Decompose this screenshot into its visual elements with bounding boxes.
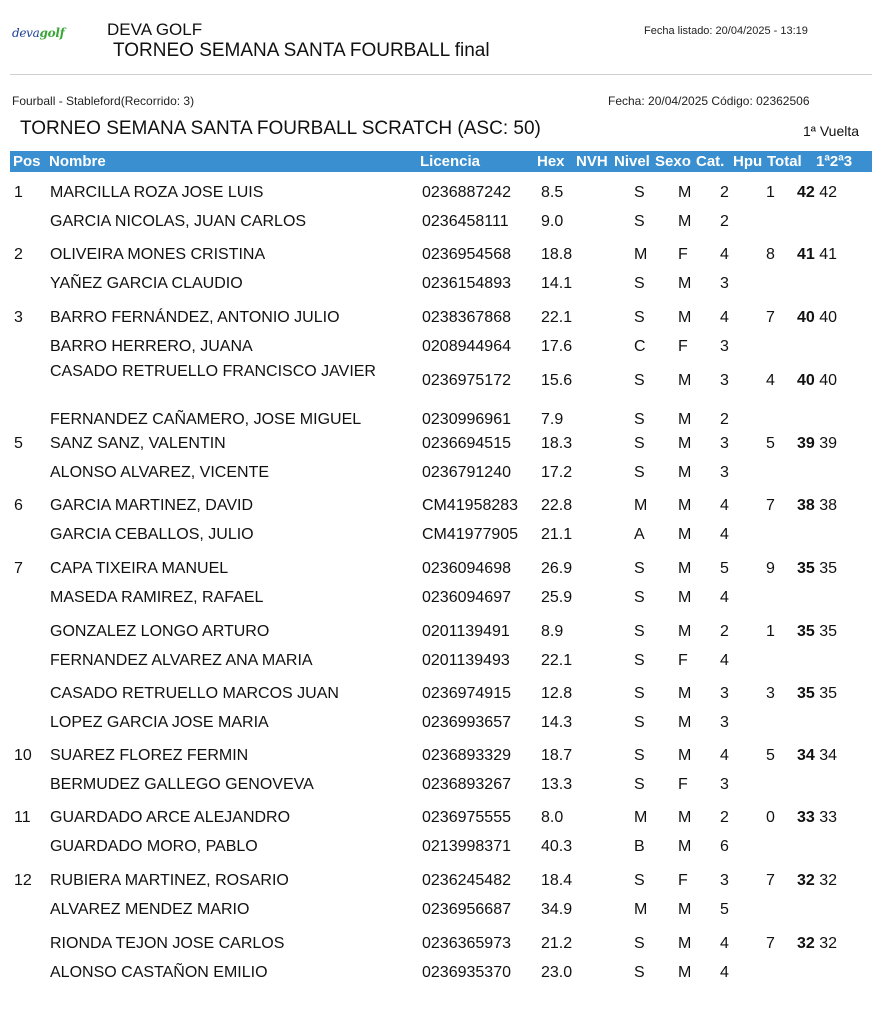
total-cell bbox=[797, 623, 837, 641]
license-cell: 0236893329 bbox=[422, 747, 511, 764]
hpu-cell: 4 bbox=[766, 372, 775, 389]
level-cell: M bbox=[634, 809, 648, 826]
player-row bbox=[0, 243, 872, 267]
player-row bbox=[0, 494, 872, 518]
handicap-cell: 18.4 bbox=[541, 872, 573, 889]
license-cell: 0236458111 bbox=[422, 213, 509, 230]
handicap-cell: 14.1 bbox=[541, 275, 573, 292]
player-row bbox=[0, 806, 872, 830]
level-cell: S bbox=[634, 275, 645, 292]
hpu-cell: 7 bbox=[766, 935, 775, 952]
total-score: 33 bbox=[797, 809, 815, 826]
round1-score: 38 bbox=[819, 497, 838, 514]
logo-text-deva: deva bbox=[12, 26, 40, 40]
license-cell: 0236694515 bbox=[422, 435, 511, 452]
player-name: RUBIERA MARTINEZ, ROSARIO bbox=[50, 872, 289, 889]
round1-score: 41 bbox=[819, 246, 838, 263]
col-pos: Pos bbox=[13, 153, 41, 170]
total-score: 40 bbox=[797, 309, 815, 326]
license-cell: 0236245482 bbox=[422, 872, 511, 889]
col-cat: Cat. bbox=[696, 153, 725, 170]
level-cell: S bbox=[634, 372, 645, 389]
hpu-cell: 1 bbox=[766, 623, 775, 640]
round1-score: 32 bbox=[819, 935, 838, 952]
level-cell: S bbox=[634, 411, 645, 428]
handicap-cell: 8.9 bbox=[541, 623, 564, 640]
handicap-cell: 8.0 bbox=[541, 809, 564, 826]
logo-text-golf: golf bbox=[39, 26, 65, 40]
hpu-cell: 8 bbox=[766, 246, 775, 263]
player-name: BARRO HERRERO, JUANA bbox=[50, 338, 253, 355]
total-cell bbox=[797, 184, 837, 202]
player-name: CAPA TIXEIRA MANUEL bbox=[50, 560, 229, 577]
handicap-cell: 22.8 bbox=[541, 497, 573, 514]
total-cell bbox=[797, 309, 837, 327]
category-cell: 5 bbox=[720, 560, 729, 577]
player-row bbox=[0, 408, 872, 432]
sex-cell: M bbox=[678, 526, 692, 543]
round1-score: 42 bbox=[819, 184, 838, 201]
level-cell: S bbox=[634, 714, 645, 731]
col-nivel: Nivel bbox=[614, 153, 650, 170]
license-cell: 0236887242 bbox=[422, 184, 511, 201]
category-cell: 3 bbox=[720, 872, 729, 889]
total-cell bbox=[797, 435, 837, 453]
competition-date-code: Fecha: 20/04/2025 Código: 02362506 bbox=[608, 94, 810, 108]
listing-date: Fecha listado: 20/04/2025 - 13:19 bbox=[644, 25, 808, 37]
handicap-cell: 12.8 bbox=[541, 685, 573, 702]
level-cell: S bbox=[634, 589, 645, 606]
sex-cell: M bbox=[678, 901, 692, 918]
sex-cell: M bbox=[678, 714, 692, 731]
player-name: LOPEZ GARCIA JOSE MARIA bbox=[50, 714, 269, 731]
col-nvh: NVH bbox=[576, 153, 608, 170]
player-name: MARCILLA ROZA JOSE LUIS bbox=[50, 184, 264, 201]
level-cell: S bbox=[634, 435, 645, 452]
category-cell: 3 bbox=[720, 338, 729, 355]
total-score: 35 bbox=[797, 560, 815, 577]
level-cell: S bbox=[634, 964, 645, 981]
player-name: OLIVEIRA MONES CRISTINA bbox=[50, 246, 266, 263]
round1-score: 35 bbox=[819, 685, 838, 702]
round1-score: 33 bbox=[819, 809, 838, 826]
hpu-cell: 0 bbox=[766, 809, 775, 826]
total-cell bbox=[797, 809, 837, 827]
license-cell: 0213998371 bbox=[422, 838, 511, 855]
player-row bbox=[0, 272, 872, 296]
category-cell: 4 bbox=[720, 497, 729, 514]
col-total: Total bbox=[767, 153, 802, 170]
handicap-cell: 22.1 bbox=[541, 652, 573, 669]
player-name: MASEDA RAMIREZ, RAFAEL bbox=[50, 589, 264, 606]
position-cell: 7 bbox=[14, 560, 23, 577]
level-cell: A bbox=[634, 526, 645, 543]
category-cell: 4 bbox=[720, 526, 729, 543]
sex-cell: F bbox=[678, 246, 688, 263]
level-cell: S bbox=[634, 464, 645, 481]
player-row bbox=[0, 744, 872, 768]
competition-title: TORNEO SEMANA SANTA FOURBALL SCRATCH (ASC: 50) bbox=[20, 118, 541, 139]
player-name: GARCIA CEBALLOS, JULIO bbox=[50, 526, 254, 543]
total-cell bbox=[797, 747, 837, 765]
handicap-cell: 23.0 bbox=[541, 964, 573, 981]
col-licencia: Licencia bbox=[420, 153, 481, 170]
player-row bbox=[0, 181, 872, 205]
sex-cell: M bbox=[678, 435, 692, 452]
position-cell: 1 bbox=[14, 184, 23, 201]
level-cell: S bbox=[634, 685, 645, 702]
category-cell: 2 bbox=[720, 411, 729, 428]
sex-cell: F bbox=[678, 776, 688, 793]
category-cell: 2 bbox=[720, 184, 729, 201]
player-name: ALONSO CASTAÑON EMILIO bbox=[50, 964, 268, 981]
player-row bbox=[0, 432, 872, 456]
sex-cell: M bbox=[678, 747, 692, 764]
license-cell: 0230996961 bbox=[422, 411, 511, 428]
player-row bbox=[0, 932, 872, 956]
level-cell: S bbox=[634, 872, 645, 889]
handicap-cell: 22.1 bbox=[541, 309, 573, 326]
sex-cell: M bbox=[678, 560, 692, 577]
player-name: GUARDADO ARCE ALEJANDRO bbox=[50, 809, 291, 826]
col-nombre: Nombre bbox=[49, 153, 106, 170]
handicap-cell: 40.3 bbox=[541, 838, 573, 855]
hpu-cell: 7 bbox=[766, 309, 775, 326]
sex-cell: M bbox=[678, 411, 692, 428]
category-cell: 3 bbox=[720, 372, 729, 389]
player-row bbox=[0, 586, 872, 610]
table-header bbox=[10, 151, 872, 172]
total-cell bbox=[797, 935, 837, 953]
license-cell: CM41977905 bbox=[422, 526, 519, 543]
level-cell: S bbox=[634, 309, 645, 326]
deva-golf-logo bbox=[12, 26, 64, 40]
license-cell: 0236094697 bbox=[422, 589, 511, 606]
col-hpu: Hpu bbox=[733, 153, 763, 170]
round1-score: 40 bbox=[819, 372, 838, 389]
competition-format: Fourball - Stableford(Recorrido: 3) bbox=[12, 94, 195, 108]
player-name: GARCIA MARTINEZ, DAVID bbox=[50, 497, 253, 514]
player-row bbox=[0, 461, 872, 485]
category-cell: 2 bbox=[720, 213, 729, 230]
handicap-cell: 21.2 bbox=[541, 935, 573, 952]
license-cell: 0236893267 bbox=[422, 776, 511, 793]
license-cell: 0236956687 bbox=[422, 901, 511, 918]
player-row bbox=[0, 773, 872, 797]
handicap-cell: 18.3 bbox=[541, 435, 573, 452]
hpu-cell: 5 bbox=[766, 435, 775, 452]
hpu-cell: 1 bbox=[766, 184, 775, 201]
handicap-cell: 34.9 bbox=[541, 901, 573, 918]
round1-score: 34 bbox=[819, 747, 838, 764]
club-name: DEVA GOLF bbox=[107, 20, 203, 39]
player-name: SANZ SANZ, VALENTIN bbox=[50, 435, 226, 452]
license-cell: 0236154893 bbox=[422, 275, 511, 292]
level-cell: S bbox=[634, 213, 645, 230]
category-cell: 4 bbox=[720, 309, 729, 326]
license-cell: 0201139493 bbox=[422, 652, 510, 669]
level-cell: M bbox=[634, 246, 648, 263]
col-rounds: 1ª2ª3 bbox=[816, 153, 853, 170]
player-name: GONZALEZ LONGO ARTURO bbox=[50, 623, 270, 640]
category-cell: 4 bbox=[720, 747, 729, 764]
player-name: ALVAREZ MENDEZ MARIO bbox=[50, 901, 250, 918]
sex-cell: F bbox=[678, 652, 688, 669]
license-cell: 0238367868 bbox=[422, 309, 511, 326]
license-cell: 0236935370 bbox=[422, 964, 511, 981]
category-cell: 3 bbox=[720, 685, 729, 702]
player-name: ALONSO ALVAREZ, VICENTE bbox=[50, 464, 270, 481]
sex-cell: M bbox=[678, 464, 692, 481]
total-score: 42 bbox=[797, 184, 815, 201]
player-name: GARCIA NICOLAS, JUAN CARLOS bbox=[50, 213, 307, 230]
player-name: SUAREZ FLOREZ FERMIN bbox=[50, 747, 249, 764]
hpu-cell: 9 bbox=[766, 560, 775, 577]
sex-cell: M bbox=[678, 589, 692, 606]
player-row bbox=[0, 711, 872, 735]
player-row bbox=[0, 557, 872, 581]
category-cell: 3 bbox=[720, 464, 729, 481]
player-name: CASADO RETRUELLO MARCOS JUAN bbox=[50, 685, 339, 702]
level-cell: C bbox=[634, 338, 646, 355]
level-cell: S bbox=[634, 747, 645, 764]
round1-score: 40 bbox=[819, 309, 838, 326]
player-name: FERNANDEZ CAÑAMERO, JOSE MIGUEL bbox=[50, 411, 362, 428]
player-name: BARRO FERNÁNDEZ, ANTONIO JULIO bbox=[50, 309, 340, 326]
position-cell: 6 bbox=[14, 497, 23, 514]
round1-score: 35 bbox=[819, 560, 838, 577]
handicap-cell: 8.5 bbox=[541, 184, 564, 201]
handicap-cell: 14.3 bbox=[541, 714, 573, 731]
sex-cell: F bbox=[678, 872, 688, 889]
category-cell: 6 bbox=[720, 838, 729, 855]
header-divider bbox=[10, 74, 872, 75]
category-cell: 3 bbox=[720, 275, 729, 292]
player-row bbox=[0, 210, 872, 234]
license-cell: 0236975172 bbox=[422, 372, 511, 389]
position-cell: 3 bbox=[14, 309, 23, 326]
category-cell: 3 bbox=[720, 776, 729, 793]
player-name: FERNANDEZ ALVAREZ ANA MARIA bbox=[50, 652, 313, 669]
player-row bbox=[0, 898, 872, 922]
position-cell: 11 bbox=[14, 809, 31, 826]
total-cell bbox=[797, 685, 837, 703]
player-row bbox=[0, 649, 872, 673]
player-name: RIONDA TEJON JOSE CARLOS bbox=[50, 935, 285, 952]
level-cell: M bbox=[634, 497, 648, 514]
sex-cell: M bbox=[678, 309, 692, 326]
player-name: BERMUDEZ GALLEGO GENOVEVA bbox=[50, 776, 314, 793]
sex-cell: M bbox=[678, 497, 692, 514]
category-cell: 3 bbox=[720, 435, 729, 452]
sex-cell: M bbox=[678, 213, 692, 230]
handicap-cell: 26.9 bbox=[541, 560, 573, 577]
event-name: TORNEO SEMANA SANTA FOURBALL final bbox=[113, 40, 490, 61]
level-cell: M bbox=[634, 901, 648, 918]
total-cell bbox=[797, 372, 837, 390]
license-cell: 0236365973 bbox=[422, 935, 511, 952]
hpu-cell: 7 bbox=[766, 872, 775, 889]
sex-cell: M bbox=[678, 275, 692, 292]
level-cell: S bbox=[634, 935, 645, 952]
total-score: 39 bbox=[797, 435, 815, 452]
category-cell: 2 bbox=[720, 809, 729, 826]
player-row bbox=[0, 335, 872, 359]
total-score: 34 bbox=[797, 747, 815, 764]
sex-cell: M bbox=[678, 372, 692, 389]
total-score: 35 bbox=[797, 685, 815, 702]
handicap-cell: 7.9 bbox=[541, 411, 564, 428]
category-cell: 3 bbox=[720, 714, 729, 731]
sex-cell: M bbox=[678, 685, 692, 702]
sex-cell: M bbox=[678, 184, 692, 201]
license-cell: 0236094698 bbox=[422, 560, 511, 577]
total-cell bbox=[797, 497, 837, 515]
total-score: 32 bbox=[797, 872, 815, 889]
category-cell: 4 bbox=[720, 246, 729, 263]
total-cell bbox=[797, 872, 837, 890]
round1-score: 35 bbox=[819, 623, 838, 640]
handicap-cell: 13.3 bbox=[541, 776, 573, 793]
player-row bbox=[0, 869, 872, 893]
hpu-cell: 7 bbox=[766, 497, 775, 514]
player-row bbox=[0, 523, 872, 547]
total-score: 35 bbox=[797, 623, 815, 640]
total-score: 40 bbox=[797, 372, 815, 389]
player-row bbox=[0, 961, 872, 985]
handicap-cell: 17.6 bbox=[541, 338, 573, 355]
category-cell: 4 bbox=[720, 935, 729, 952]
sex-cell: M bbox=[678, 838, 692, 855]
sex-cell: M bbox=[678, 623, 692, 640]
total-cell bbox=[797, 246, 837, 264]
category-cell: 4 bbox=[720, 589, 729, 606]
sex-cell: M bbox=[678, 809, 692, 826]
handicap-cell: 17.2 bbox=[541, 464, 573, 481]
level-cell: S bbox=[634, 623, 645, 640]
license-cell: CM41958283 bbox=[422, 497, 519, 514]
hpu-cell: 5 bbox=[766, 747, 775, 764]
sex-cell: F bbox=[678, 338, 688, 355]
hpu-cell: 3 bbox=[766, 685, 775, 702]
handicap-cell: 21.1 bbox=[541, 526, 573, 543]
position-cell: 12 bbox=[14, 872, 32, 889]
round1-score: 32 bbox=[819, 872, 838, 889]
sex-cell: M bbox=[678, 964, 692, 981]
player-name: GUARDADO MORO, PABLO bbox=[50, 838, 258, 855]
license-cell: 0236954568 bbox=[422, 246, 511, 263]
license-cell: 0208944964 bbox=[422, 338, 511, 355]
total-cell bbox=[797, 560, 837, 578]
total-score: 38 bbox=[797, 497, 815, 514]
license-cell: 0236974915 bbox=[422, 685, 511, 702]
level-cell: S bbox=[634, 560, 645, 577]
position-cell: 2 bbox=[14, 246, 23, 263]
player-row bbox=[0, 620, 872, 644]
license-cell: 0236791240 bbox=[422, 464, 511, 481]
category-cell: 5 bbox=[720, 901, 729, 918]
col-hex: Hex bbox=[537, 153, 565, 170]
license-cell: 0201139491 bbox=[422, 623, 510, 640]
category-cell: 4 bbox=[720, 964, 729, 981]
handicap-cell: 9.0 bbox=[541, 213, 564, 230]
level-cell: S bbox=[634, 776, 645, 793]
position-cell: 10 bbox=[14, 747, 32, 764]
level-cell: S bbox=[634, 652, 645, 669]
col-sexo: Sexo bbox=[655, 153, 691, 170]
handicap-cell: 18.7 bbox=[541, 747, 573, 764]
total-score: 32 bbox=[797, 935, 815, 952]
player-row bbox=[0, 306, 872, 330]
player-row bbox=[0, 363, 872, 393]
handicap-cell: 15.6 bbox=[541, 372, 573, 389]
round1-score: 39 bbox=[819, 435, 838, 452]
handicap-cell: 25.9 bbox=[541, 589, 573, 606]
level-cell: S bbox=[634, 184, 645, 201]
sex-cell: M bbox=[678, 935, 692, 952]
category-cell: 2 bbox=[720, 623, 729, 640]
round-label: 1ª Vuelta bbox=[803, 123, 860, 139]
level-cell: B bbox=[634, 838, 645, 855]
player-name: YAÑEZ GARCIA CLAUDIO bbox=[50, 275, 243, 292]
player-name: CASADO RETRUELLO FRANCISCO JAVIER bbox=[50, 363, 376, 380]
handicap-cell: 18.8 bbox=[541, 246, 573, 263]
player-row bbox=[0, 682, 872, 706]
player-row bbox=[0, 835, 872, 859]
total-score: 41 bbox=[797, 246, 815, 263]
category-cell: 4 bbox=[720, 652, 729, 669]
license-cell: 0236975555 bbox=[422, 809, 511, 826]
position-cell: 5 bbox=[14, 435, 23, 452]
license-cell: 0236993657 bbox=[422, 714, 511, 731]
